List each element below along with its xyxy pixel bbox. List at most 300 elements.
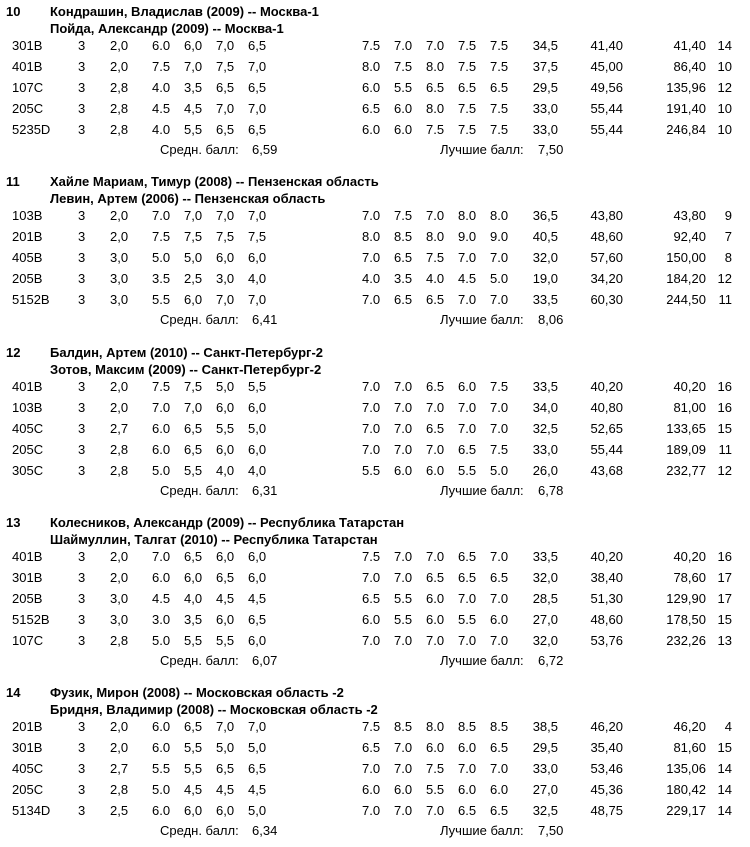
- execution-judge-score: 6.0: [458, 379, 477, 394]
- dive-points: 45,00: [590, 59, 623, 74]
- score-sum: 37,5: [532, 59, 558, 74]
- dive-row: [0, 101, 750, 123]
- sync-judge-score: 6,0: [216, 612, 235, 627]
- execution-judge-score: 4.0: [362, 271, 381, 286]
- dive-points: 48,60: [590, 612, 623, 627]
- sync-judge-score: 5,5: [184, 740, 203, 755]
- sync-judge-score: 7,5: [216, 229, 235, 244]
- dive-points: 40,20: [590, 379, 623, 394]
- score-sum: 32,5: [532, 803, 558, 818]
- current-place: 15: [717, 421, 732, 436]
- execution-judge-score: 7.0: [458, 400, 477, 415]
- sync-judge-score: 6,0: [184, 570, 203, 585]
- sync-judge-score: 7.0: [152, 208, 171, 223]
- sync-judge-score: 6.0: [152, 740, 171, 755]
- sync-judge-score: 6,0: [248, 570, 267, 585]
- sync-judge-score: 5,0: [248, 421, 267, 436]
- execution-judge-score: 7.0: [426, 549, 445, 564]
- execution-judge-score: 6.0: [394, 782, 413, 797]
- dive-points: 55,44: [590, 101, 623, 116]
- running-total: 229,17: [666, 803, 706, 818]
- sync-judge-score: 6,0: [248, 549, 267, 564]
- execution-judge-score: 7.0: [362, 400, 381, 415]
- execution-judge-score: 7.5: [490, 38, 509, 53]
- execution-judge-score: 7.5: [458, 101, 477, 116]
- execution-judge-score: 7.0: [458, 292, 477, 307]
- dive-points: 38,40: [590, 570, 623, 585]
- sync-judge-score: 5,5: [248, 379, 267, 394]
- best-score-value: 7,50: [538, 142, 564, 157]
- sync-judge-score: 7.5: [152, 379, 171, 394]
- sync-judge-score: 6,0: [216, 803, 235, 818]
- sync-judge-score: 5,5: [216, 633, 235, 648]
- current-place: 10: [717, 59, 732, 74]
- execution-judge-score: 7.0: [490, 250, 509, 265]
- dive-row: [0, 442, 750, 464]
- sync-judge-score: 6,0: [184, 803, 203, 818]
- execution-judge-score: 5.5: [458, 463, 477, 478]
- sync-judge-score: 7,5: [248, 229, 267, 244]
- sync-judge-score: 6,5: [184, 421, 203, 436]
- dive-height: 3: [78, 59, 86, 74]
- dive-points: 43,80: [590, 208, 623, 223]
- score-sum: 27,0: [532, 782, 558, 797]
- dive-row: [0, 761, 750, 783]
- running-total: 191,40: [666, 101, 706, 116]
- team-summary: [0, 823, 750, 843]
- score-sum: 28,5: [532, 591, 558, 606]
- degree-of-difficulty: 3,0: [110, 612, 129, 627]
- dive-height: 3: [78, 719, 86, 734]
- current-place: 14: [717, 782, 732, 797]
- average-score-value: 6,07: [252, 653, 278, 668]
- execution-judge-score: 7.5: [426, 761, 445, 776]
- dive-row: [0, 59, 750, 81]
- dive-code: 301B: [12, 740, 43, 755]
- dive-height: 3: [78, 612, 86, 627]
- sync-judge-score: 3,5: [184, 80, 203, 95]
- execution-judge-score: 6.5: [490, 570, 509, 585]
- dive-row: [0, 803, 750, 825]
- sync-judge-score: 5,0: [248, 740, 267, 755]
- score-sum: 33,5: [532, 549, 558, 564]
- dive-height: 3: [78, 591, 86, 606]
- sync-judge-score: 4.0: [152, 80, 171, 95]
- dive-row: [0, 463, 750, 485]
- current-place: 15: [717, 612, 732, 627]
- average-score-value: 6,31: [252, 483, 278, 498]
- execution-judge-score: 6.5: [362, 740, 381, 755]
- sync-judge-score: 7,0: [216, 208, 235, 223]
- dive-row: [0, 271, 750, 293]
- execution-judge-score: 6.0: [490, 612, 509, 627]
- sync-judge-score: 6,0: [248, 250, 267, 265]
- execution-judge-score: 6.5: [490, 803, 509, 818]
- execution-judge-score: 8.0: [490, 208, 509, 223]
- execution-judge-score: 7.0: [362, 292, 381, 307]
- degree-of-difficulty: 2,0: [110, 38, 129, 53]
- running-total: 43,80: [673, 208, 706, 223]
- current-place: 16: [717, 379, 732, 394]
- sync-judge-score: 7.5: [152, 229, 171, 244]
- score-sum: 19,0: [532, 271, 558, 286]
- running-total: 232,77: [666, 463, 706, 478]
- execution-judge-score: 7.0: [394, 740, 413, 755]
- execution-judge-score: 8.0: [426, 229, 445, 244]
- current-place: 4: [724, 719, 732, 734]
- execution-judge-score: 6.5: [458, 570, 477, 585]
- execution-judge-score: 7.5: [490, 59, 509, 74]
- dive-height: 3: [78, 761, 86, 776]
- team-block: [0, 681, 750, 845]
- dive-code: 305C: [12, 463, 44, 478]
- dive-row: [0, 612, 750, 634]
- dive-code: 205C: [12, 442, 44, 457]
- execution-judge-score: 6.0: [458, 740, 477, 755]
- execution-judge-score: 7.0: [426, 442, 445, 457]
- execution-judge-score: 7.0: [362, 442, 381, 457]
- dive-code: 5235D: [12, 122, 51, 137]
- sync-judge-score: 6,5: [216, 80, 235, 95]
- execution-judge-score: 7.0: [362, 761, 381, 776]
- execution-judge-score: 7.5: [458, 38, 477, 53]
- dive-code: 205B: [12, 591, 43, 606]
- execution-judge-score: 6.0: [362, 612, 381, 627]
- team-block: [0, 341, 750, 505]
- sync-judge-score: 7,5: [184, 229, 203, 244]
- dive-points: 46,20: [590, 719, 623, 734]
- score-sum: 33,0: [532, 122, 558, 137]
- sync-judge-score: 7,0: [184, 400, 203, 415]
- dive-height: 3: [78, 782, 86, 797]
- execution-judge-score: 8.5: [394, 229, 413, 244]
- sync-judge-score: 6,0: [216, 442, 235, 457]
- degree-of-difficulty: 2,8: [110, 122, 129, 137]
- score-sum: 32,5: [532, 421, 558, 436]
- execution-judge-score: 3.5: [394, 271, 413, 286]
- sync-judge-score: 4,5: [184, 101, 203, 116]
- team-summary: [0, 653, 750, 673]
- running-total: 40,20: [673, 549, 706, 564]
- execution-judge-score: 8.0: [362, 229, 381, 244]
- sync-judge-score: 6,5: [184, 549, 203, 564]
- running-total: 129,90: [666, 591, 706, 606]
- team-rank: 10: [6, 4, 21, 19]
- sync-judge-score: 6,0: [216, 400, 235, 415]
- diver-1-name: Колесников, Александр (2009) -- Республика Татарстан: [50, 515, 405, 530]
- sync-judge-score: 7.0: [152, 549, 171, 564]
- degree-of-difficulty: 2,8: [110, 782, 129, 797]
- score-sum: 27,0: [532, 612, 558, 627]
- execution-judge-score: 8.0: [362, 59, 381, 74]
- degree-of-difficulty: 2,0: [110, 570, 129, 585]
- execution-judge-score: 7.5: [362, 38, 381, 53]
- dive-code: 201B: [12, 719, 43, 734]
- sync-judge-score: 6.0: [152, 421, 171, 436]
- dive-code: 301B: [12, 38, 43, 53]
- execution-judge-score: 6.0: [362, 782, 381, 797]
- sync-judge-score: 6.0: [152, 38, 171, 53]
- diver-1-name: Кондрашин, Владислав (2009) -- Москва-1: [50, 4, 319, 19]
- dive-code: 301B: [12, 570, 43, 585]
- dive-row: [0, 208, 750, 230]
- dive-points: 60,30: [590, 292, 623, 307]
- running-total: 81,60: [673, 740, 706, 755]
- degree-of-difficulty: 2,8: [110, 80, 129, 95]
- running-total: 41,40: [673, 38, 706, 53]
- degree-of-difficulty: 2,0: [110, 549, 129, 564]
- execution-judge-score: 9.0: [490, 229, 509, 244]
- current-place: 12: [717, 463, 732, 478]
- sync-judge-score: 6,0: [248, 633, 267, 648]
- team-rank: 14: [6, 685, 21, 700]
- execution-judge-score: 6.5: [362, 591, 381, 606]
- running-total: 135,96: [666, 80, 706, 95]
- dive-height: 3: [78, 208, 86, 223]
- running-total: 133,65: [666, 421, 706, 436]
- score-sum: 33,5: [532, 379, 558, 394]
- team-block: [0, 0, 750, 164]
- sync-judge-score: 3.0: [152, 612, 171, 627]
- dive-row: [0, 719, 750, 741]
- team-block: [0, 170, 750, 334]
- current-place: 14: [717, 38, 732, 53]
- execution-judge-score: 7.0: [394, 442, 413, 457]
- sync-judge-score: 7,0: [248, 292, 267, 307]
- execution-judge-score: 6.0: [362, 122, 381, 137]
- dive-points: 51,30: [590, 591, 623, 606]
- dive-points: 45,36: [590, 782, 623, 797]
- degree-of-difficulty: 2,7: [110, 421, 129, 436]
- current-place: 7: [724, 229, 732, 244]
- dive-code: 401B: [12, 549, 43, 564]
- dive-points: 57,60: [590, 250, 623, 265]
- best-score-label: Лучшие балл:: [440, 312, 524, 327]
- execution-judge-score: 7.0: [458, 761, 477, 776]
- degree-of-difficulty: 2,8: [110, 101, 129, 116]
- running-total: 232,26: [666, 633, 706, 648]
- execution-judge-score: 7.0: [458, 633, 477, 648]
- execution-judge-score: 7.0: [426, 803, 445, 818]
- sync-judge-score: 4,0: [248, 271, 267, 286]
- execution-judge-score: 9.0: [458, 229, 477, 244]
- sync-judge-score: 5,5: [184, 761, 203, 776]
- execution-judge-score: 8.5: [490, 719, 509, 734]
- current-place: 15: [717, 740, 732, 755]
- execution-judge-score: 7.0: [490, 400, 509, 415]
- execution-judge-score: 7.5: [426, 122, 445, 137]
- sync-judge-score: 4,5: [184, 782, 203, 797]
- sync-judge-score: 5.0: [152, 782, 171, 797]
- degree-of-difficulty: 2,0: [110, 379, 129, 394]
- sync-judge-score: 4,5: [248, 782, 267, 797]
- execution-judge-score: 6.0: [426, 740, 445, 755]
- dive-row: [0, 570, 750, 592]
- sync-judge-score: 6,0: [216, 549, 235, 564]
- diver-2-name: Пойда, Александр (2009) -- Москва-1: [50, 21, 284, 36]
- degree-of-difficulty: 2,8: [110, 633, 129, 648]
- current-place: 8: [724, 250, 732, 265]
- sync-judge-score: 7,0: [216, 719, 235, 734]
- dive-row: [0, 379, 750, 401]
- execution-judge-score: 7.0: [362, 803, 381, 818]
- current-place: 11: [718, 292, 732, 307]
- execution-judge-score: 6.0: [394, 122, 413, 137]
- average-score-value: 6,59: [252, 142, 278, 157]
- current-place: 17: [717, 570, 732, 585]
- sync-judge-score: 6,0: [216, 250, 235, 265]
- dive-row: [0, 421, 750, 443]
- score-sum: 26,0: [532, 463, 558, 478]
- dive-height: 3: [78, 80, 86, 95]
- sync-judge-score: 7,0: [248, 101, 267, 116]
- execution-judge-score: 7.0: [362, 633, 381, 648]
- sync-judge-score: 4.5: [152, 591, 171, 606]
- sync-judge-score: 6.0: [152, 719, 171, 734]
- average-score-label: Средн. балл:: [160, 483, 239, 498]
- execution-judge-score: 5.5: [394, 612, 413, 627]
- dive-height: 3: [78, 549, 86, 564]
- execution-judge-score: 7.5: [394, 208, 413, 223]
- sync-judge-score: 6,5: [184, 719, 203, 734]
- sync-judge-score: 2,5: [184, 271, 203, 286]
- sync-judge-score: 6,5: [248, 612, 267, 627]
- dive-row: [0, 122, 750, 144]
- execution-judge-score: 6.5: [394, 250, 413, 265]
- execution-judge-score: 8.5: [458, 719, 477, 734]
- execution-judge-score: 4.5: [458, 271, 477, 286]
- running-total: 40,20: [673, 379, 706, 394]
- execution-judge-score: 8.0: [426, 101, 445, 116]
- execution-judge-score: 7.0: [490, 633, 509, 648]
- sync-judge-score: 7,5: [216, 59, 235, 74]
- diver-2-name: Левин, Артем (2006) -- Пензенская область: [50, 191, 326, 206]
- best-score-value: 7,50: [538, 823, 564, 838]
- execution-judge-score: 7.0: [362, 250, 381, 265]
- dive-points: 49,56: [590, 80, 623, 95]
- sync-judge-score: 4,0: [184, 591, 203, 606]
- sync-judge-score: 6,0: [248, 442, 267, 457]
- average-score-value: 6,34: [252, 823, 278, 838]
- sync-judge-score: 5,5: [184, 633, 203, 648]
- execution-judge-score: 7.0: [458, 421, 477, 436]
- score-sum: 33,5: [532, 292, 558, 307]
- sync-judge-score: 4.0: [152, 122, 171, 137]
- running-total: 244,50: [666, 292, 706, 307]
- diver-2-name: Шаймуллин, Талгат (2010) -- Республика Татарстан: [50, 532, 378, 547]
- dive-row: [0, 782, 750, 804]
- running-total: 189,09: [666, 442, 706, 457]
- execution-judge-score: 7.0: [394, 633, 413, 648]
- dive-code: 103B: [12, 208, 43, 223]
- diver-1-name: Фузик, Мирон (2008) -- Московская область -2: [50, 685, 344, 700]
- sync-judge-score: 5,0: [216, 379, 235, 394]
- sync-judge-score: 5.5: [152, 761, 171, 776]
- execution-judge-score: 7.0: [394, 570, 413, 585]
- dive-height: 3: [78, 740, 86, 755]
- execution-judge-score: 7.0: [394, 803, 413, 818]
- execution-judge-score: 7.5: [362, 549, 381, 564]
- dive-height: 3: [78, 379, 86, 394]
- execution-judge-score: 7.5: [490, 122, 509, 137]
- execution-judge-score: 6.5: [458, 803, 477, 818]
- degree-of-difficulty: 2,8: [110, 463, 129, 478]
- running-total: 178,50: [666, 612, 706, 627]
- diver-2-name: Зотов, Максим (2009) -- Санкт-Петербург-2: [50, 362, 322, 377]
- execution-judge-score: 7.5: [458, 59, 477, 74]
- score-sum: 33,0: [532, 101, 558, 116]
- dive-code: 405C: [12, 421, 44, 436]
- execution-judge-score: 6.0: [426, 463, 445, 478]
- team-rank: 12: [6, 345, 21, 360]
- current-place: 12: [717, 271, 732, 286]
- score-sum: 33,0: [532, 442, 558, 457]
- team-block: [0, 511, 750, 675]
- dive-height: 3: [78, 38, 86, 53]
- sync-judge-score: 5,0: [248, 803, 267, 818]
- score-sum: 36,5: [532, 208, 558, 223]
- sync-judge-score: 5.5: [152, 292, 171, 307]
- sync-judge-score: 6,5: [248, 38, 267, 53]
- execution-judge-score: 7.0: [394, 38, 413, 53]
- dive-height: 3: [78, 421, 86, 436]
- sync-judge-score: 5,0: [184, 250, 203, 265]
- execution-judge-score: 6.5: [490, 80, 509, 95]
- dive-height: 3: [78, 400, 86, 415]
- score-sum: 33,0: [532, 761, 558, 776]
- score-sum: 38,5: [532, 719, 558, 734]
- execution-judge-score: 6.0: [394, 463, 413, 478]
- execution-judge-score: 7.5: [426, 250, 445, 265]
- sync-judge-score: 3,0: [216, 271, 235, 286]
- execution-judge-score: 7.0: [394, 549, 413, 564]
- dive-height: 3: [78, 101, 86, 116]
- running-total: 150,00: [666, 250, 706, 265]
- execution-judge-score: 7.0: [362, 379, 381, 394]
- sync-judge-score: 7,0: [184, 59, 203, 74]
- degree-of-difficulty: 2,0: [110, 400, 129, 415]
- sync-judge-score: 6.0: [152, 442, 171, 457]
- dive-points: 55,44: [590, 442, 623, 457]
- sync-judge-score: 7,0: [248, 59, 267, 74]
- execution-judge-score: 7.0: [490, 591, 509, 606]
- execution-judge-score: 5.0: [490, 271, 509, 286]
- current-place: 9: [724, 208, 732, 223]
- execution-judge-score: 7.0: [362, 208, 381, 223]
- execution-judge-score: 7.0: [426, 208, 445, 223]
- score-sum: 34,0: [532, 400, 558, 415]
- execution-judge-score: 4.0: [426, 271, 445, 286]
- execution-judge-score: 6.5: [426, 80, 445, 95]
- current-place: 13: [717, 633, 732, 648]
- execution-judge-score: 7.0: [458, 591, 477, 606]
- execution-judge-score: 5.5: [394, 80, 413, 95]
- average-score-value: 6,41: [252, 312, 278, 327]
- execution-judge-score: 7.0: [426, 38, 445, 53]
- sync-judge-score: 6,0: [248, 400, 267, 415]
- execution-judge-score: 7.0: [490, 549, 509, 564]
- execution-judge-score: 6.5: [394, 292, 413, 307]
- dive-points: 40,20: [590, 549, 623, 564]
- diver-1-name: Балдин, Артем (2010) -- Санкт-Петербург-2: [50, 345, 324, 360]
- best-score-label: Лучшие балл:: [440, 653, 524, 668]
- dive-code: 205C: [12, 101, 44, 116]
- best-score-label: Лучшие балл:: [440, 823, 524, 838]
- current-place: 10: [717, 122, 732, 137]
- current-place: 12: [717, 80, 732, 95]
- sync-judge-score: 4,5: [216, 591, 235, 606]
- execution-judge-score: 7.5: [490, 442, 509, 457]
